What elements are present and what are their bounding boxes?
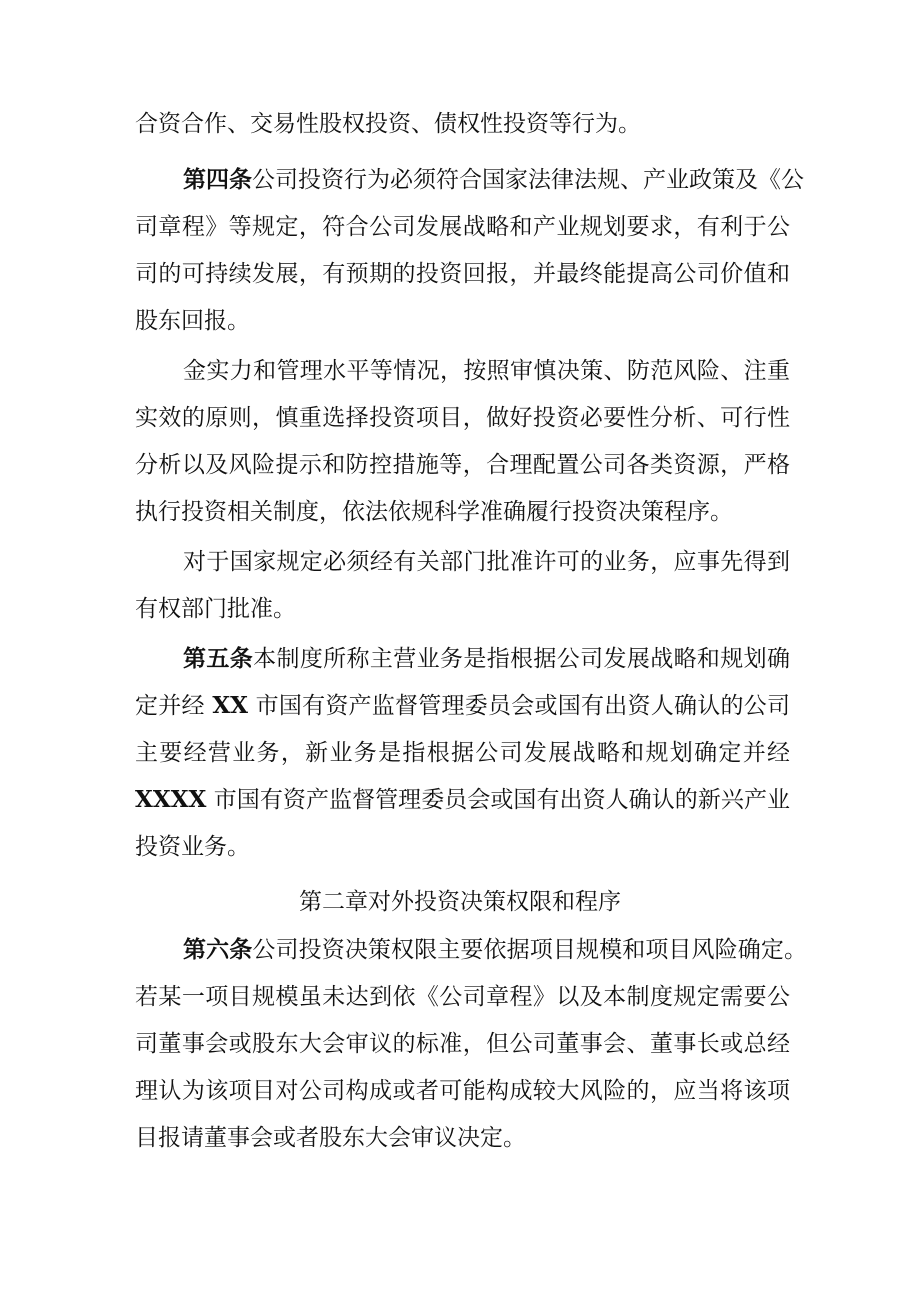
article-5-text: 市国有资产监督管理委员会或国有出资人确认的新兴产业 xyxy=(206,787,790,813)
principle-paragraph-line: 金实力和管理水平等情况，按照审慎决策、防范风险、注重 xyxy=(183,358,790,384)
principle-paragraph-line: 实效的原则，慎重选择投资项目，做好投资必要性分析、可行性 xyxy=(135,405,790,431)
article-4-label: 第四条 xyxy=(183,166,252,193)
article-6-line: 司董事会或股东大会审议的标准，但公司董事会、董事长或总经 xyxy=(135,1031,790,1057)
article-5-line: 投资业务。 xyxy=(135,834,250,860)
article-4-line: 司的可持续发展，有预期的投资回报，并最终能提高公司价值和 xyxy=(135,261,790,287)
chapter-heading: 第二章对外投资决策权限和程序 xyxy=(299,889,621,915)
approval-paragraph-line: 对于国家规定必须经有关部门批准许可的业务，应事先得到 xyxy=(183,549,790,575)
article-5-text: 本制度所称主营业务是指根据公司发展战略和规划确 xyxy=(253,646,791,672)
article-6-text: 公司投资决策权限主要依据项目规模和项目风险确定。 xyxy=(252,937,808,963)
article-6-label: 第六条 xyxy=(183,936,253,963)
paragraph-continuation: 合资合作、交易性股权投资、债权性投资等行为。 xyxy=(135,111,641,137)
article-5-label: 第五条 xyxy=(183,645,254,672)
approval-paragraph-line: 有权部门批准。 xyxy=(135,596,296,622)
article-4-line: 股东回报。 xyxy=(135,308,250,334)
article-4-line: 司章程》等规定，符合公司发展战略和产业规划要求，有利于公 xyxy=(135,214,790,240)
article-5-text: 定并经 xyxy=(135,693,213,719)
article-5-line xyxy=(135,686,790,726)
article-4-text: 公司投资行为必须符合国家法律法规、产业政策及《公 xyxy=(252,167,804,193)
article-5-text: 市国有资产监督管理委员会或国有出资人确认的公司 xyxy=(248,693,791,719)
article-5-line xyxy=(183,639,790,679)
article-5-line: 主要经营业务，新业务是指根据公司发展战略和规划确定并经 xyxy=(135,740,790,766)
article-6-line: 目报请董事会或者股东大会审议决定。 xyxy=(135,1125,526,1151)
article-6-line: 若某一项目规模虽未达到依《公司章程》以及本制度规定需要公 xyxy=(135,984,790,1010)
article-6-line: 理认为该项目对公司构成或者可能构成较大风险的，应当将该项 xyxy=(135,1078,790,1104)
article-4-line xyxy=(183,160,804,200)
article-5-line xyxy=(135,780,790,820)
placeholder-city: XX xyxy=(212,692,249,719)
principle-paragraph-line: 执行投资相关制度，依法依规科学准确履行投资决策程序。 xyxy=(135,499,733,525)
principle-paragraph-line: 分析以及风险提示和防控措施等，合理配置公司各类资源，严格 xyxy=(135,452,790,478)
article-6-line xyxy=(183,930,807,970)
placeholder-city: XXXX xyxy=(135,786,207,813)
